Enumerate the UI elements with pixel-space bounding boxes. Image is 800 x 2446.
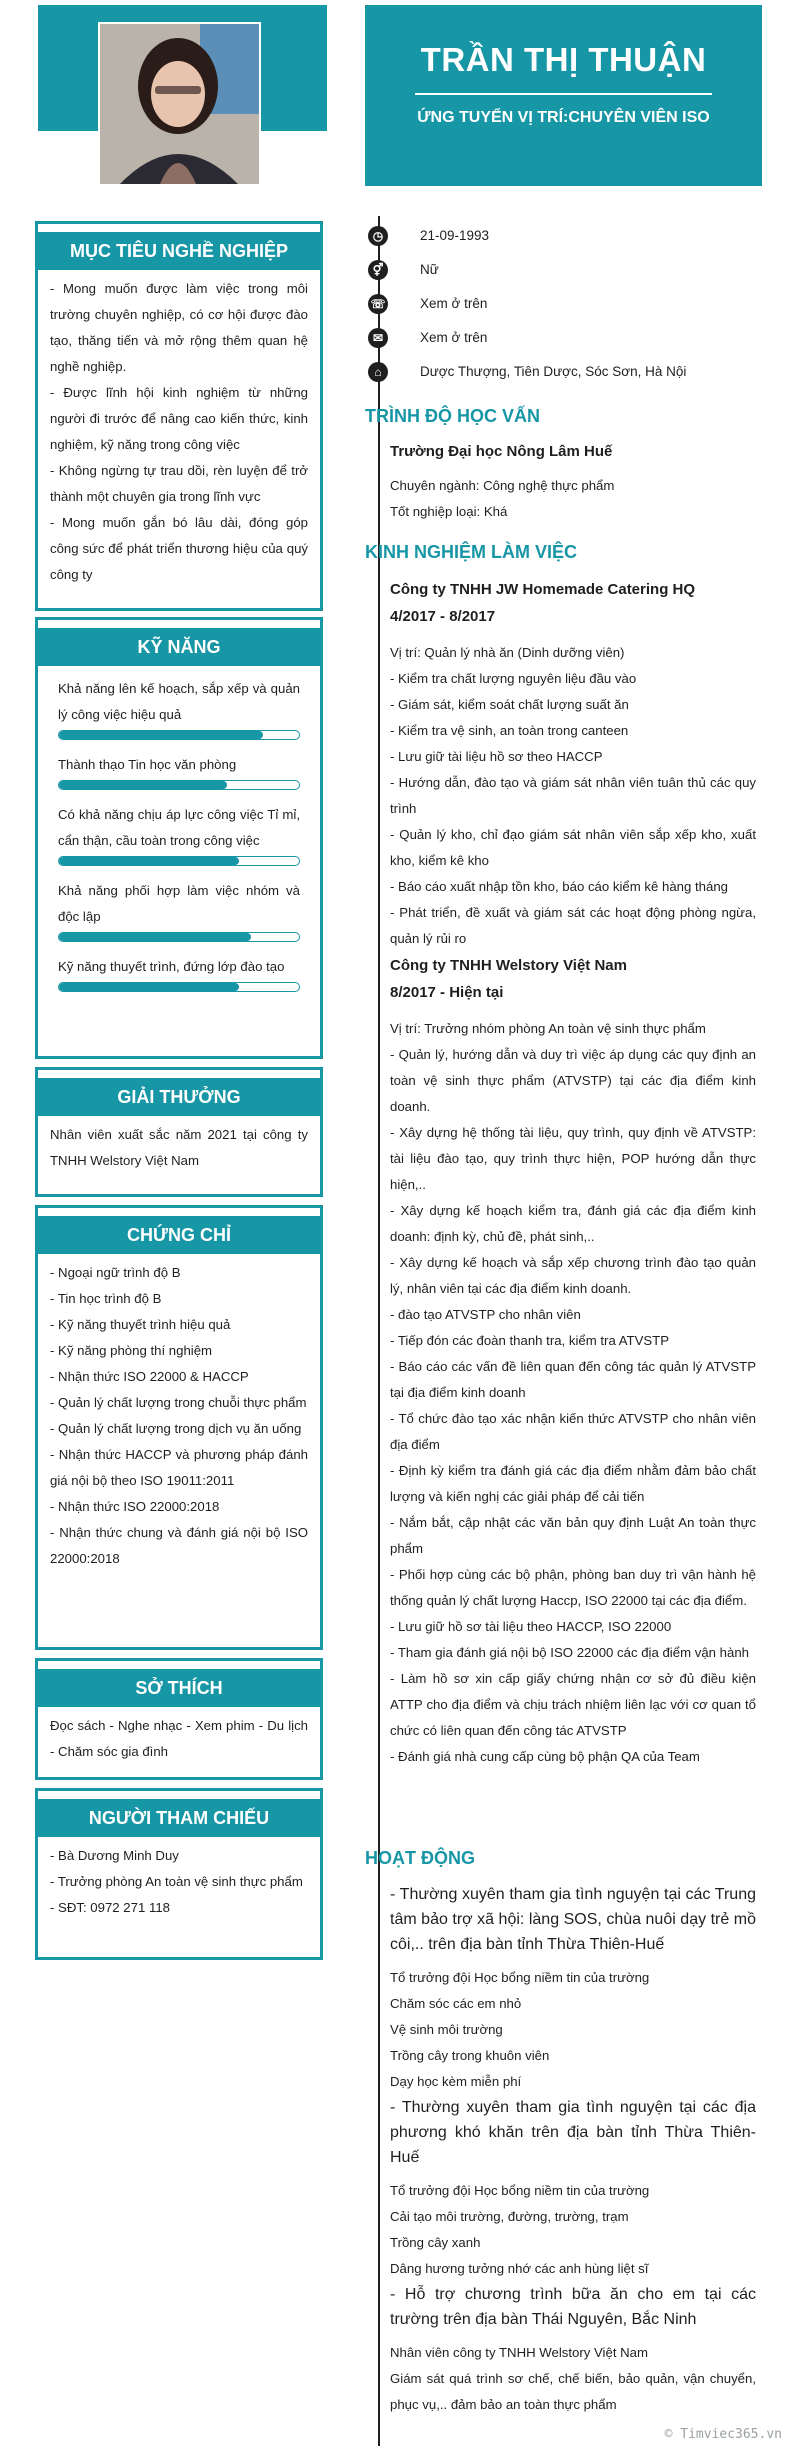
job-duty: - Đánh giá nhà cung cấp cùng bộ phận QA của Team [390,1749,700,1764]
job-company: Công ty TNHH Welstory Việt Nam [390,957,627,974]
gender-icon: ⚥ [368,260,388,280]
references-section [35,1788,323,1960]
skill-level-bar [58,982,300,992]
skill-name: Khả năng lên kế hoạch, sắp xếp và quản lý công việc hiệu quả [58,681,300,722]
certificate-line: - Quản lý chất lượng trong chuỗi thực phẩm [50,1395,307,1410]
skill-name: Thành thạo Tin học văn phòng [58,757,237,772]
job-duty: - Xây dựng kế hoạch và sắp xếp chương trình đào tạo quản lý, nhân viên tại các địa điểm kinh doanh. [390,1255,756,1296]
job-duty: - Xây dựng hệ thống tài liệu, quy trình, quy định về ATVSTP: tài liệu đào tạo, quy trình thực hiện, POP hướng dẫn thực hiện,.. [390,1125,756,1192]
activity-heading: - Hỗ trợ chương trình bữa ăn cho em tại các trường trên địa bàn Thái Nguyên, Bắc Ninh [390,2286,756,2328]
reference-line: - Bà Dương Minh Duy [50,1848,179,1863]
job-duty: - Tiếp đón các đoàn thanh tra, kiểm tra ATVSTP [390,1333,670,1348]
job-duty: - Quản lý, hướng dẫn và duy trì việc áp dụng các quy định an toàn vệ sinh thực phẩm (ATVSTP) tại các địa điểm kinh doanh. [390,1047,756,1114]
certificate-line: - Tin học trình độ B [50,1291,162,1306]
certificate-line: - Kỹ năng thuyết trình hiệu quả [50,1317,231,1332]
skills-title: KỸ NĂNG [38,628,320,666]
header-divider [415,93,712,95]
avatar [98,22,261,186]
activity-item: Tổ trưởng đội Học bổng niềm tin của trường [390,2183,650,2198]
activity-heading: - Thường xuyên tham gia tình nguyện tại các địa phương khó khăn trên địa bàn tỉnh Thừa Thiên-Huế [390,2099,756,2166]
skill-level-bar [58,856,300,866]
watermark: © Timviec365.vn [664,2427,782,2442]
job-duty: - Tổ chức đào tạo xác nhận kiến thức ATVSTP cho nhân viên địa điểm [390,1411,756,1452]
activity-item: Nhân viên công ty TNHH Welstory Việt Nam [390,2345,648,2360]
contact-email [368,322,758,352]
objective-section [35,221,323,611]
objective-title: MỤC TIÊU NGHỀ NGHIỆP [38,232,320,270]
job-duty: Vị trí: Quản lý nhà ăn (Dinh dưỡng viên) [390,645,625,660]
skill-level-bar [58,730,300,740]
certificate-line: - Ngoại ngữ trình độ B [50,1265,181,1280]
job-duty: - Quản lý kho, chỉ đạo giám sát nhân viên sắp xếp kho, xuất kho, kiểm kê kho [390,827,756,868]
job-company: Công ty TNHH JW Homemade Catering HQ [390,581,696,598]
job-period: 4/2017 - 8/2017 [390,608,496,625]
experience-section [390,576,756,1770]
objective-line: - Không ngừng tự trau dồi, rèn luyện để trở thành một chuyên gia trong lĩnh vực [50,463,308,504]
certificate-line: - Nhận thức chung và đánh giá nội bộ ISO 22000:2018 [50,1525,308,1566]
clock-icon: ◷ [368,226,388,246]
job-duty: - Làm hồ sơ xin cấp giấy chứng nhận cơ sở đủ điều kiện ATTP cho địa điểm và chịu trách nhiệm liên lạc với cơ quan tổ chức có liên quan đến công tác ATVSTP [390,1671,756,1738]
job-duty: - Xây dựng kế hoạch kiểm tra, đánh giá các địa điểm kinh doanh: định kỳ, chủ đề, phát sinh,.. [390,1203,756,1244]
certificate-line: - Quản lý chất lượng trong dịch vụ ăn uống [50,1421,302,1436]
education-title: TRÌNH ĐỘ HỌC VẤN [365,406,540,426]
activity-item: Chăm sóc các em nhỏ [390,1996,522,2011]
job-duty: - Phối hợp cùng các bộ phận, phòng ban duy trì vận hành hệ thống quản lý chất lượng Haccp, ISO 22000 tại các địa điểm. [390,1567,756,1608]
objective-line: - Mong muốn gắn bó lâu dài, đóng góp công sức để phát triển thương hiệu của quý công ty [50,515,308,582]
education-grade: Tốt nghiệp loại: Khá [390,504,508,519]
certificates-section [35,1205,323,1650]
certificate-line: - Nhận thức HACCP và phương pháp đánh giá nội bộ theo ISO 19011:2011 [50,1447,308,1488]
job-duty: - Hướng dẫn, đào tạo và giám sát nhân viên tuân thủ các quy trình [390,775,756,816]
job-period: 8/2017 - Hiện tại [390,984,504,1001]
activity-item: Trồng cây xanh [390,2235,481,2250]
candidate-name: TRẦN THỊ THUẬN [420,41,707,78]
job-duty: - Báo cáo xuất nhập tồn kho, báo cáo kiểm kê hàng tháng [390,879,728,894]
certificate-line: - Kỹ năng phòng thí nghiệm [50,1343,213,1358]
experience-title: KINH NGHIỆM LÀM VIỆC [365,542,578,562]
job-duty: - Giám sát, kiểm soát chất lượng suất ăn [390,697,629,712]
contact-birthday [368,220,758,250]
activity-heading: - Thường xuyên tham gia tình nguyện tại các Trung tâm bảo trợ xã hội: làng SOS, chùa nuôi dạy trẻ mồ côi,.. trên địa bàn tỉnh Thừa Thiên-Huế [390,1886,756,1953]
job-duty: - Báo cáo các vấn đề liên quan đến công tác quản lý ATVSTP tại địa điểm kinh doanh [390,1359,756,1400]
job-duty: - Định kỳ kiểm tra đánh giá các địa điểm nhằm đảm bảo chất lượng và kiến nghị các giải pháp để cải tiến [390,1463,756,1504]
awards-title: GIẢI THƯỞNG [38,1078,320,1116]
location-icon: ⌂ [368,362,388,382]
activity-item: Dạy học kèm miễn phí [390,2074,522,2089]
hobby-line: Đọc sách - Nghe nhạc - Xem phim - Du lịch - Chăm sóc gia đình [50,1718,308,1759]
job-duty: - Phát triển, đề xuất và giám sát các hoạt động phòng ngừa, quản lý rủi ro [390,905,756,946]
references-title: NGƯỜI THAM CHIẾU [38,1799,320,1837]
address-value: Dược Thượng, Tiên Dược, Sóc Sơn, Hà Nội [420,364,687,379]
skill-name: Kỹ năng thuyết trình, đứng lớp đào tạo [58,959,285,974]
skill-level-bar [58,780,300,790]
contact-phone [368,288,758,318]
job-duty: - Kiểm tra vệ sinh, an toàn trong canteen [390,723,629,738]
objective-line: - Mong muốn được làm việc trong môi trường chuyên nghiệp, có cơ hội được đào tạo, thăng tiến và mở rộng thêm quan hệ nghề nghiệp. [50,281,308,374]
education-section [390,438,756,525]
header-banner [365,5,762,186]
objective-line: - Được lĩnh hội kinh nghiệm từ những người đi trước để nâng cao kiến thức, kinh nghiệm, kỹ năng trong công việc [50,385,308,452]
certificate-line: - Nhận thức ISO 22000:2018 [50,1499,220,1514]
activity-item: Tổ trưởng đội Học bổng niềm tin của trường [390,1970,650,1985]
hobbies-title: SỞ THÍCH [38,1669,320,1707]
reference-line: - SĐT: 0972 271 118 [50,1900,170,1915]
education-major: Chuyên ngành: Công nghệ thực phẩm [390,478,615,493]
email-value: Xem ở trên [420,330,488,345]
job-duty: - Kiểm tra chất lượng nguyên liệu đầu vào [390,671,637,686]
activities-section [390,1882,756,2418]
activity-item: Dâng hương tưởng nhớ các anh hùng liệt sĩ [390,2261,649,2276]
job-duty: - Lưu giữ hồ sơ tài liệu theo HACCP, ISO 22000 [390,1619,672,1634]
contact-gender [368,254,758,284]
contact-address [368,356,758,386]
phone-value: Xem ở trên [420,296,488,311]
activity-item: Vệ sinh môi trường [390,2022,503,2037]
email-icon: ✉ [368,328,388,348]
certificate-line: - Nhận thức ISO 22000 & HACCP [50,1369,249,1384]
skills-section [35,617,323,1059]
job-duty: - đào tạo ATVSTP cho nhân viên [390,1307,581,1322]
awards-section [35,1067,323,1197]
activities-title: HOẠT ĐỘNG [365,1848,475,1868]
skill-name: Khả năng phối hợp làm việc nhóm và độc lập [58,883,300,924]
activity-item: Trồng cây trong khuôn viên [390,2048,550,2063]
award-line: Nhân viên xuất sắc năm 2021 tại công ty TNHH Welstory Việt Nam [50,1127,308,1168]
job-duty: - Tham gia đánh giá nội bộ ISO 22000 các địa điểm vận hành [390,1645,749,1660]
hobbies-section [35,1658,323,1780]
skill-name: Có khả năng chịu áp lực công việc Tỉ mỉ, cẩn thận, cầu toàn trong công việc [58,807,300,848]
job-duty: - Lưu giữ tài liệu hồ sơ theo HACCP [390,749,603,764]
skill-level-bar [58,932,300,942]
certificates-title: CHỨNG CHỈ [38,1216,320,1254]
activity-item: Giám sát quá trình sơ chế, chế biến, bảo quản, vận chuyển, phục vụ,.. đảm bảo an toàn thực phẩm [390,2371,756,2412]
applied-position: ỨNG TUYỂN VỊ TRÍ:CHUYÊN VIÊN ISO [417,109,710,126]
school-name: Trường Đại học Nông Lâm Huế [390,443,613,460]
phone-icon: ☏ [368,294,388,314]
job-duty: - Nắm bắt, cập nhật các văn bản quy định Luật An toàn thực phẩm [390,1515,756,1556]
job-duty: Vị trí: Trưởng nhóm phòng An toàn vệ sinh thực phẩm [390,1021,706,1036]
portrait-illustration [100,24,259,184]
birthday-value: 21-09-1993 [420,228,490,243]
activity-item: Cải tạo môi trường, đường, trường, trạm [390,2209,629,2224]
gender-value: Nữ [420,262,439,277]
reference-line: - Trưởng phòng An toàn vệ sinh thực phẩm [50,1874,303,1889]
